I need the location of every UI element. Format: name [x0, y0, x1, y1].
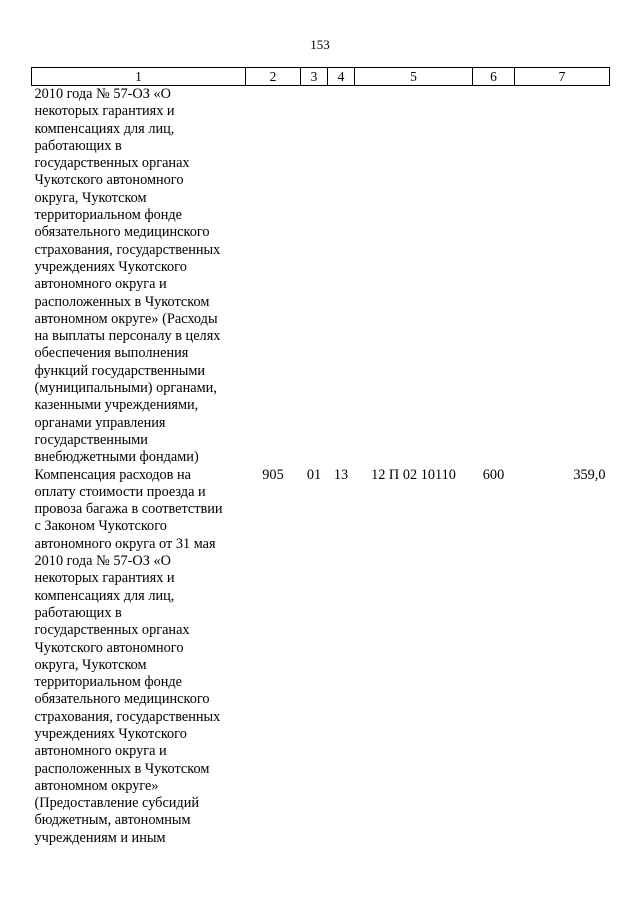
description-line: территориальном фонде	[34, 207, 183, 224]
description-line: страхования, государственных	[34, 708, 221, 725]
description-line: страхования, государственных	[34, 241, 221, 258]
description-line: обязательного медицинского	[34, 691, 210, 708]
row-description	[32, 467, 246, 848]
column-header-7: 7	[515, 68, 610, 86]
description-line: территориальном фонде	[34, 674, 183, 691]
description-line: автономного округа и	[34, 743, 167, 760]
column-header-5: 5	[355, 68, 473, 86]
row-description	[32, 86, 246, 467]
description-line: государственных органах	[34, 155, 190, 172]
expense-type-code	[473, 86, 515, 467]
description-line: расположенных в Чукотском	[34, 760, 210, 777]
description-line: на выплаты персоналу в целях	[34, 328, 221, 345]
column-header-3: 3	[301, 68, 328, 86]
description-line: автономном округе»	[34, 777, 159, 794]
amount	[515, 86, 610, 467]
description-line: государственными	[34, 431, 148, 448]
description-line: органами управления	[34, 414, 166, 431]
description-line: работающих в	[34, 137, 122, 154]
description-line: учреждениях Чукотского	[34, 725, 187, 742]
column-header-1: 1	[32, 68, 246, 86]
description-line: учреждениях Чукотского	[34, 258, 187, 275]
section-code: 01	[306, 466, 322, 483]
description-line: 2010 года № 57-ОЗ «О	[34, 553, 171, 570]
description-line: расположенных в Чукотском	[34, 293, 210, 310]
page-number: 153	[310, 37, 330, 52]
description-line: округа, Чукотском	[34, 656, 147, 673]
department-code: 905	[262, 466, 284, 483]
description-line: некоторых гарантиях и	[34, 103, 175, 120]
description-line: компенсациях для лиц,	[34, 587, 175, 604]
description-line: бюджетным, автономным	[34, 812, 191, 829]
description-line: казенными учреждениями,	[34, 397, 199, 414]
column-header-2: 2	[246, 68, 301, 86]
description-line: государственных органах	[34, 622, 190, 639]
description-line: автономного округа и	[34, 276, 167, 293]
target-article-code: 12 П 02 10110	[371, 466, 456, 483]
description-line: Чукотского автономного	[34, 639, 184, 656]
table-row	[32, 467, 610, 848]
description-line: автономного округа от 31 мая	[34, 535, 216, 552]
subsection-code	[328, 86, 355, 467]
description-line: оплату стоимости проезда и	[34, 483, 206, 500]
description-line: провоза багажа в соответствии	[34, 501, 223, 518]
description-line: компенсациях для лиц,	[34, 120, 175, 137]
description-line: обеспечения выполнения	[34, 345, 189, 362]
budget-table	[31, 67, 610, 847]
section-code	[301, 86, 328, 467]
description-line: Компенсация расходов на	[34, 466, 191, 483]
target-article-code	[355, 86, 473, 467]
description-line: учреждениям и иным	[34, 829, 166, 846]
description-line: обязательного медицинского	[34, 224, 210, 241]
column-header-6: 6	[473, 68, 515, 86]
subsection-code: 13	[333, 466, 349, 483]
description-line: округа, Чукотском	[34, 189, 147, 206]
amount: 359,0	[573, 466, 606, 483]
description-line: работающих в	[34, 604, 122, 621]
description-line: внебюджетными фондами)	[34, 449, 199, 466]
table-row	[32, 86, 610, 467]
column-number-row	[32, 68, 610, 86]
description-line: (Предоставление субсидий	[34, 795, 200, 812]
description-line: Чукотского автономного	[34, 172, 184, 189]
expense-type-code: 600	[482, 466, 505, 483]
description-line: 2010 года № 57-ОЗ «О	[34, 86, 171, 102]
department-code	[246, 86, 301, 467]
description-line: (муниципальными) органами,	[34, 380, 217, 397]
description-line: с Законом Чукотского	[34, 518, 167, 535]
description-line: функций государственными	[34, 362, 206, 379]
column-header-4: 4	[328, 68, 355, 86]
description-line: автономном округе» (Расходы	[34, 310, 218, 327]
description-line: некоторых гарантиях и	[34, 570, 175, 587]
